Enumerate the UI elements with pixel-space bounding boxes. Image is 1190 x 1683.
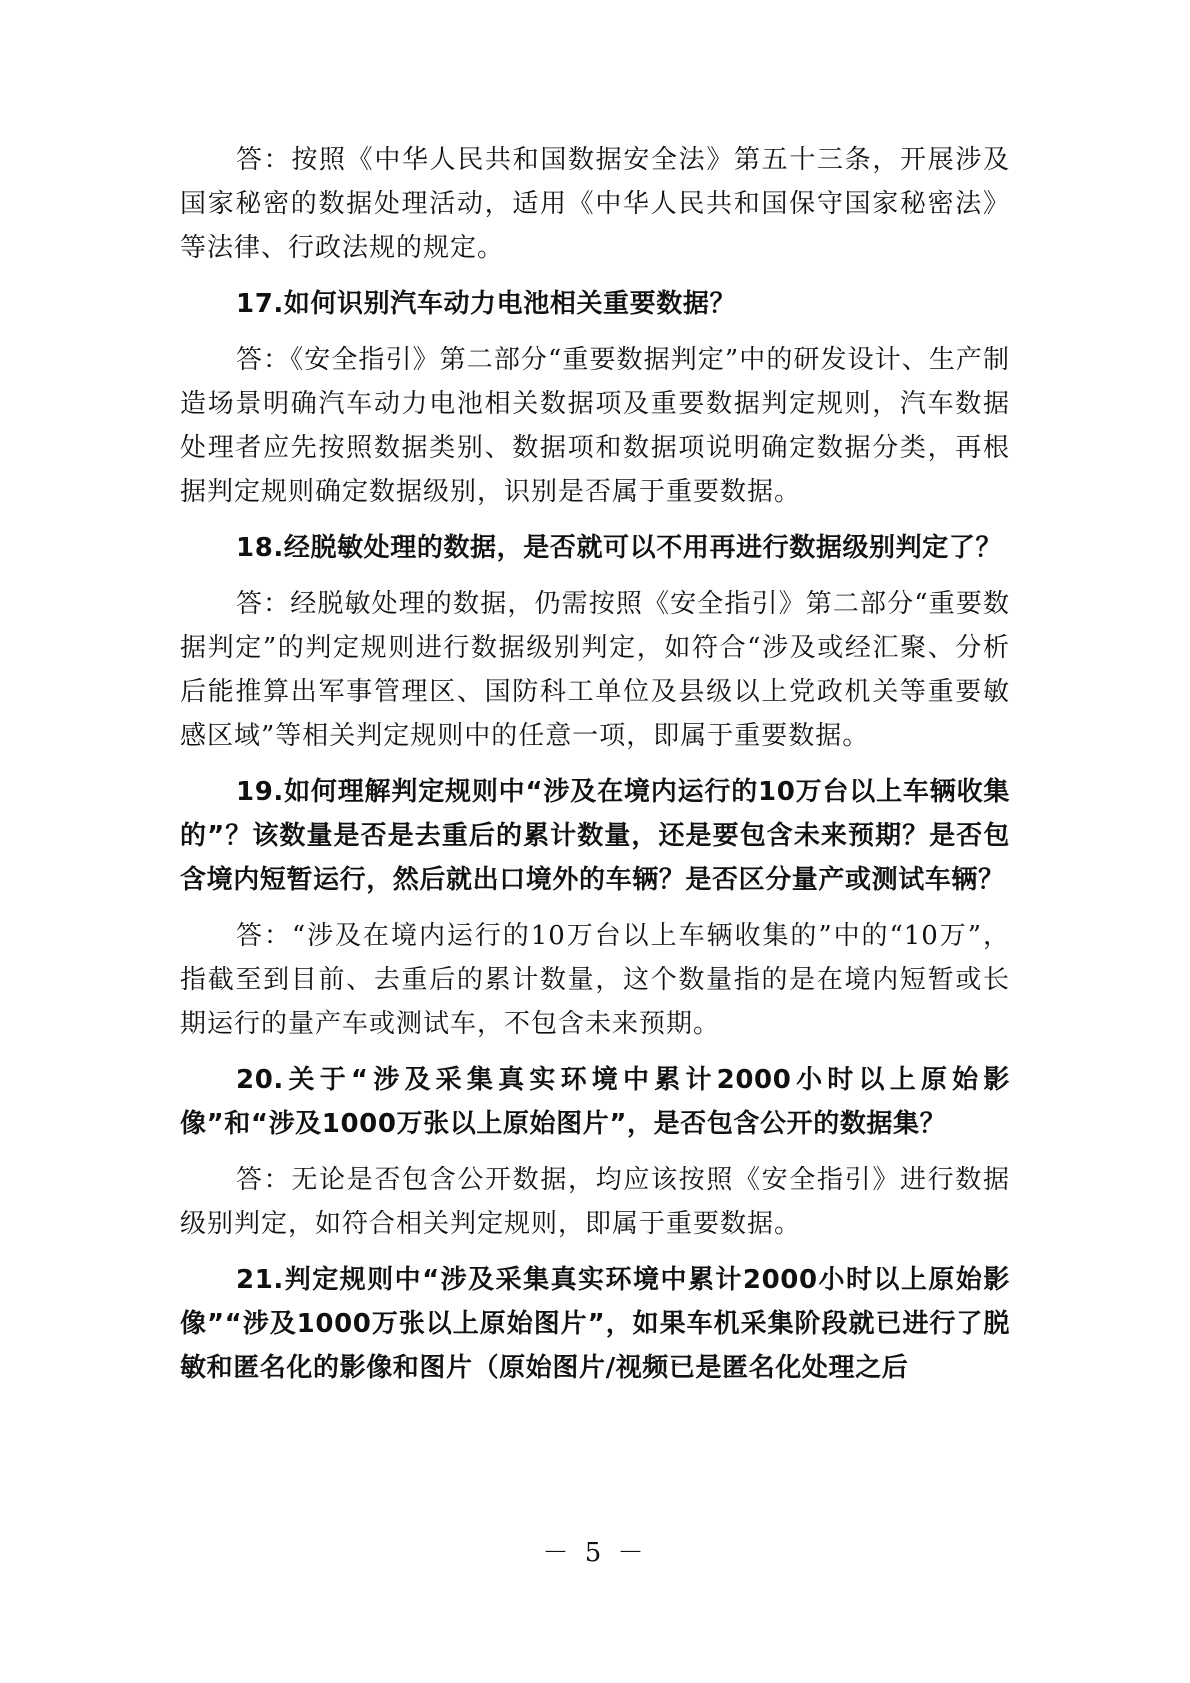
- question-20: 20.关于“涉及采集真实环境中累计2000小时以上原始影像”和“涉及1000万张以上原始图片”，是否包含公开的数据集？: [180, 1065, 1010, 1139]
- answer-paragraph-19: 答：“涉及在境内运行的10万台以上车辆收集的”中的“10万”，指截至到目前、去重后的累计数量，这个数量指的是在境内短暂或长期运行的量产车或测试车，不包含未来预期。: [180, 921, 1010, 1039]
- answer-paragraph-18: 答：经脱敏处理的数据，仍需按照《安全指引》第二部分“重要数据判定”的判定规则进行数据级别判定，如符合“涉及或经汇聚、分析后能推算出军事管理区、国防科工单位及县级以上党政机关等重要敏感区域”等相关判定规则中的任意一项，即属于重要数据。: [180, 589, 1010, 751]
- question-18: 18.经脱敏处理的数据，是否就可以不用再进行数据级别判定了？: [236, 533, 1003, 563]
- document-body: [180, 138, 1010, 1402]
- question-19: 19.如何理解判定规则中“涉及在境内运行的10万台以上车辆收集的”？该数量是否是去重后的累计数量，还是要包含未来预期？是否包含境内短暂运行，然后就出口境外的车辆？是否区分量产或测试车辆？: [180, 777, 1010, 895]
- question-17: 17.如何识别汽车动力电池相关重要数据？: [236, 289, 737, 319]
- answer-paragraph-20: 答：无论是否包含公开数据，均应该按照《安全指引》进行数据级别判定，如符合相关判定规则，即属于重要数据。: [180, 1165, 1010, 1239]
- answer-paragraph-17: 答：《安全指引》第二部分“重要数据判定”中的研发设计、生产制造场景明确汽车动力电池相关数据项及重要数据判定规则，汽车数据处理者应先按照数据类别、数据项和数据项说明确定数据分类，再根据判定规则确定数据级别，识别是否属于重要数据。: [180, 345, 1010, 507]
- answer-paragraph-16: 答：按照《中华人民共和国数据安全法》第五十三条，开展涉及国家秘密的数据处理活动，适用《中华人民共和国保守国家秘密法》等法律、行政法规的规定。: [180, 145, 1010, 263]
- question-21: 21.判定规则中“涉及采集真实环境中累计2000小时以上原始影像”“涉及1000万张以上原始图片”，如果车机采集阶段就已进行了脱敏和匿名化的影像和图片（原始图片/视频已是匿名化处理之后: [180, 1265, 1010, 1383]
- page-number: － 5 －: [542, 1538, 648, 1568]
